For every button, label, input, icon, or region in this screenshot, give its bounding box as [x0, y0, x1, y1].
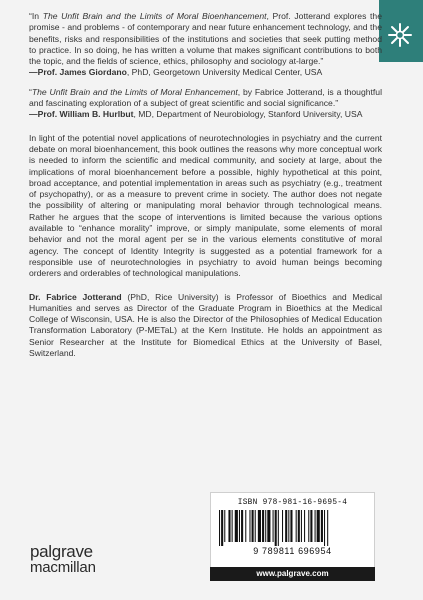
barcode-bar [324, 510, 325, 546]
barcode-bar [241, 510, 243, 542]
author-bio [29, 292, 382, 360]
barcode-bar [298, 510, 300, 542]
quote-2-open: “ [29, 86, 32, 97]
quote-1-attribution [29, 67, 382, 78]
author-name: Dr. Fabrice Jotterand [29, 291, 122, 302]
publisher-logo-line1: palgrave [30, 542, 93, 561]
isbn-label: ISBN 978-981-16-9695-4 [237, 499, 348, 507]
quote-2-affiliation: , MD, Department of Neurobiology, Stanford University, USA [133, 109, 363, 120]
barcode-bar [245, 510, 246, 542]
barcode-bar [252, 510, 254, 542]
quote-2-attribution [29, 109, 382, 120]
publisher-logo-line2: macmillan [30, 559, 96, 576]
publisher-website: www.palgrave.com [210, 567, 375, 581]
barcode-bar [219, 510, 220, 546]
barcode-bar [273, 510, 274, 542]
barcode-bar [327, 510, 328, 546]
barcode-bar [275, 510, 277, 546]
barcode-bar [315, 510, 316, 542]
barcode-bar [308, 510, 309, 542]
publisher-corner-tab [379, 0, 423, 62]
palgrave-star-logo-icon [387, 22, 413, 48]
barcode-bar [278, 510, 279, 546]
barcode-bar [265, 510, 266, 542]
barcode-bar [221, 510, 223, 546]
quote-1-open: “In [29, 11, 43, 21]
publisher-logo [30, 543, 96, 576]
quote-1-affiliation: , PhD, Georgetown University Medical Center, USA [126, 67, 323, 78]
barcode-digits: 9 789811 696954 [253, 546, 332, 556]
quote-2-text: , by Fabrice Jotterand, is a thoughtful and fascinating exploration of a subject of great scientific and social significance.” [29, 86, 382, 109]
barcode-bar [249, 510, 250, 542]
quote-1-text: , Prof. Jotterand explores the promise - and problems - of contemporary and near future enhancement technology, and the benefits, risks and responsibilities of the institutions and societies that seek putting method to practice. In so doing, he has written a volume that makes significant contributions to both the topic, and the fields of science, ethics, philosophy and sociology at-large.” [29, 11, 382, 67]
back-cover-text [29, 11, 382, 359]
barcode-bar [296, 510, 297, 542]
quote-2-author: —Prof. William B. Hurlbut [29, 109, 134, 120]
barcode-bar [304, 510, 305, 542]
quote-2 [29, 87, 382, 110]
barcode-bar [282, 510, 283, 542]
book-description: In light of the potential novel applications of neurotechnologies in psychiatry and the current debate on moral bioenhancement, this book outlines the reasons why more conceptual work is needed to inform the scientific and medical community, and society at large, about the implications of moral bioenhancement before a possible, highly hypothetical at this point, broad acceptance, and potential implementation in areas such as psychiatry (e.g., treatment of psychopathy), or as a measure to prevent crime in society. The author does not negate the possibility of altering or manipulating moral behavior through technological means. Rather he argues that the scope of interventions is limited because the various options available to “enhance morality” improve, or simply manipulate, some elements of moral behavior and not the moral agent per se in the various elements constitutive of moral agency. The concept of Identity Integrity is suggested as a potential framework for a responsible use of neurotechnologies in psychiatry to avoid human beings becoming orderers and orderables of technological manipulations. [29, 132, 382, 279]
barcode-bar [235, 510, 238, 542]
barcode-bar [285, 510, 287, 542]
barcode-bar [267, 510, 270, 542]
barcode-bar [301, 510, 302, 542]
barcode-box [210, 492, 375, 568]
barcode-bar [255, 510, 256, 542]
quote-1-author: —Prof. James Giordano [29, 67, 127, 78]
barcode-bar [262, 510, 264, 542]
barcode-bar [258, 510, 261, 542]
barcode-bar [317, 510, 320, 542]
barcode-bar [232, 510, 233, 542]
quote-1-title: The Unfit Brain and the Limits of Moral Bioenhancement [42, 11, 267, 21]
quote-2-title: The Unfit Brain and the Limits of Moral Enhancement [31, 86, 238, 97]
author-bio-text: (PhD, Rice University) is Professor of Bioethics and Medical Humanities and serves as Director of the Graduate Program in Bioethics at the Medical College of Wisconsin, USA. He is also the Director of the Philosophies of Medical Education Transformation Laboratory (P-METaL) at the Kern Institute. He holds an appointment as Senior Researcher at the Institute for Biomedical Ethics at the University of Basel, Switzerland. [29, 291, 383, 359]
barcode-bar [288, 510, 289, 542]
barcode-bar [228, 510, 230, 542]
barcode-bars [219, 510, 366, 546]
barcode-bar [310, 510, 312, 542]
barcode-bar [224, 510, 225, 542]
quote-1 [29, 11, 382, 67]
barcode-bar [239, 510, 240, 542]
barcode-bar [321, 510, 323, 542]
barcode-bar [290, 510, 292, 542]
